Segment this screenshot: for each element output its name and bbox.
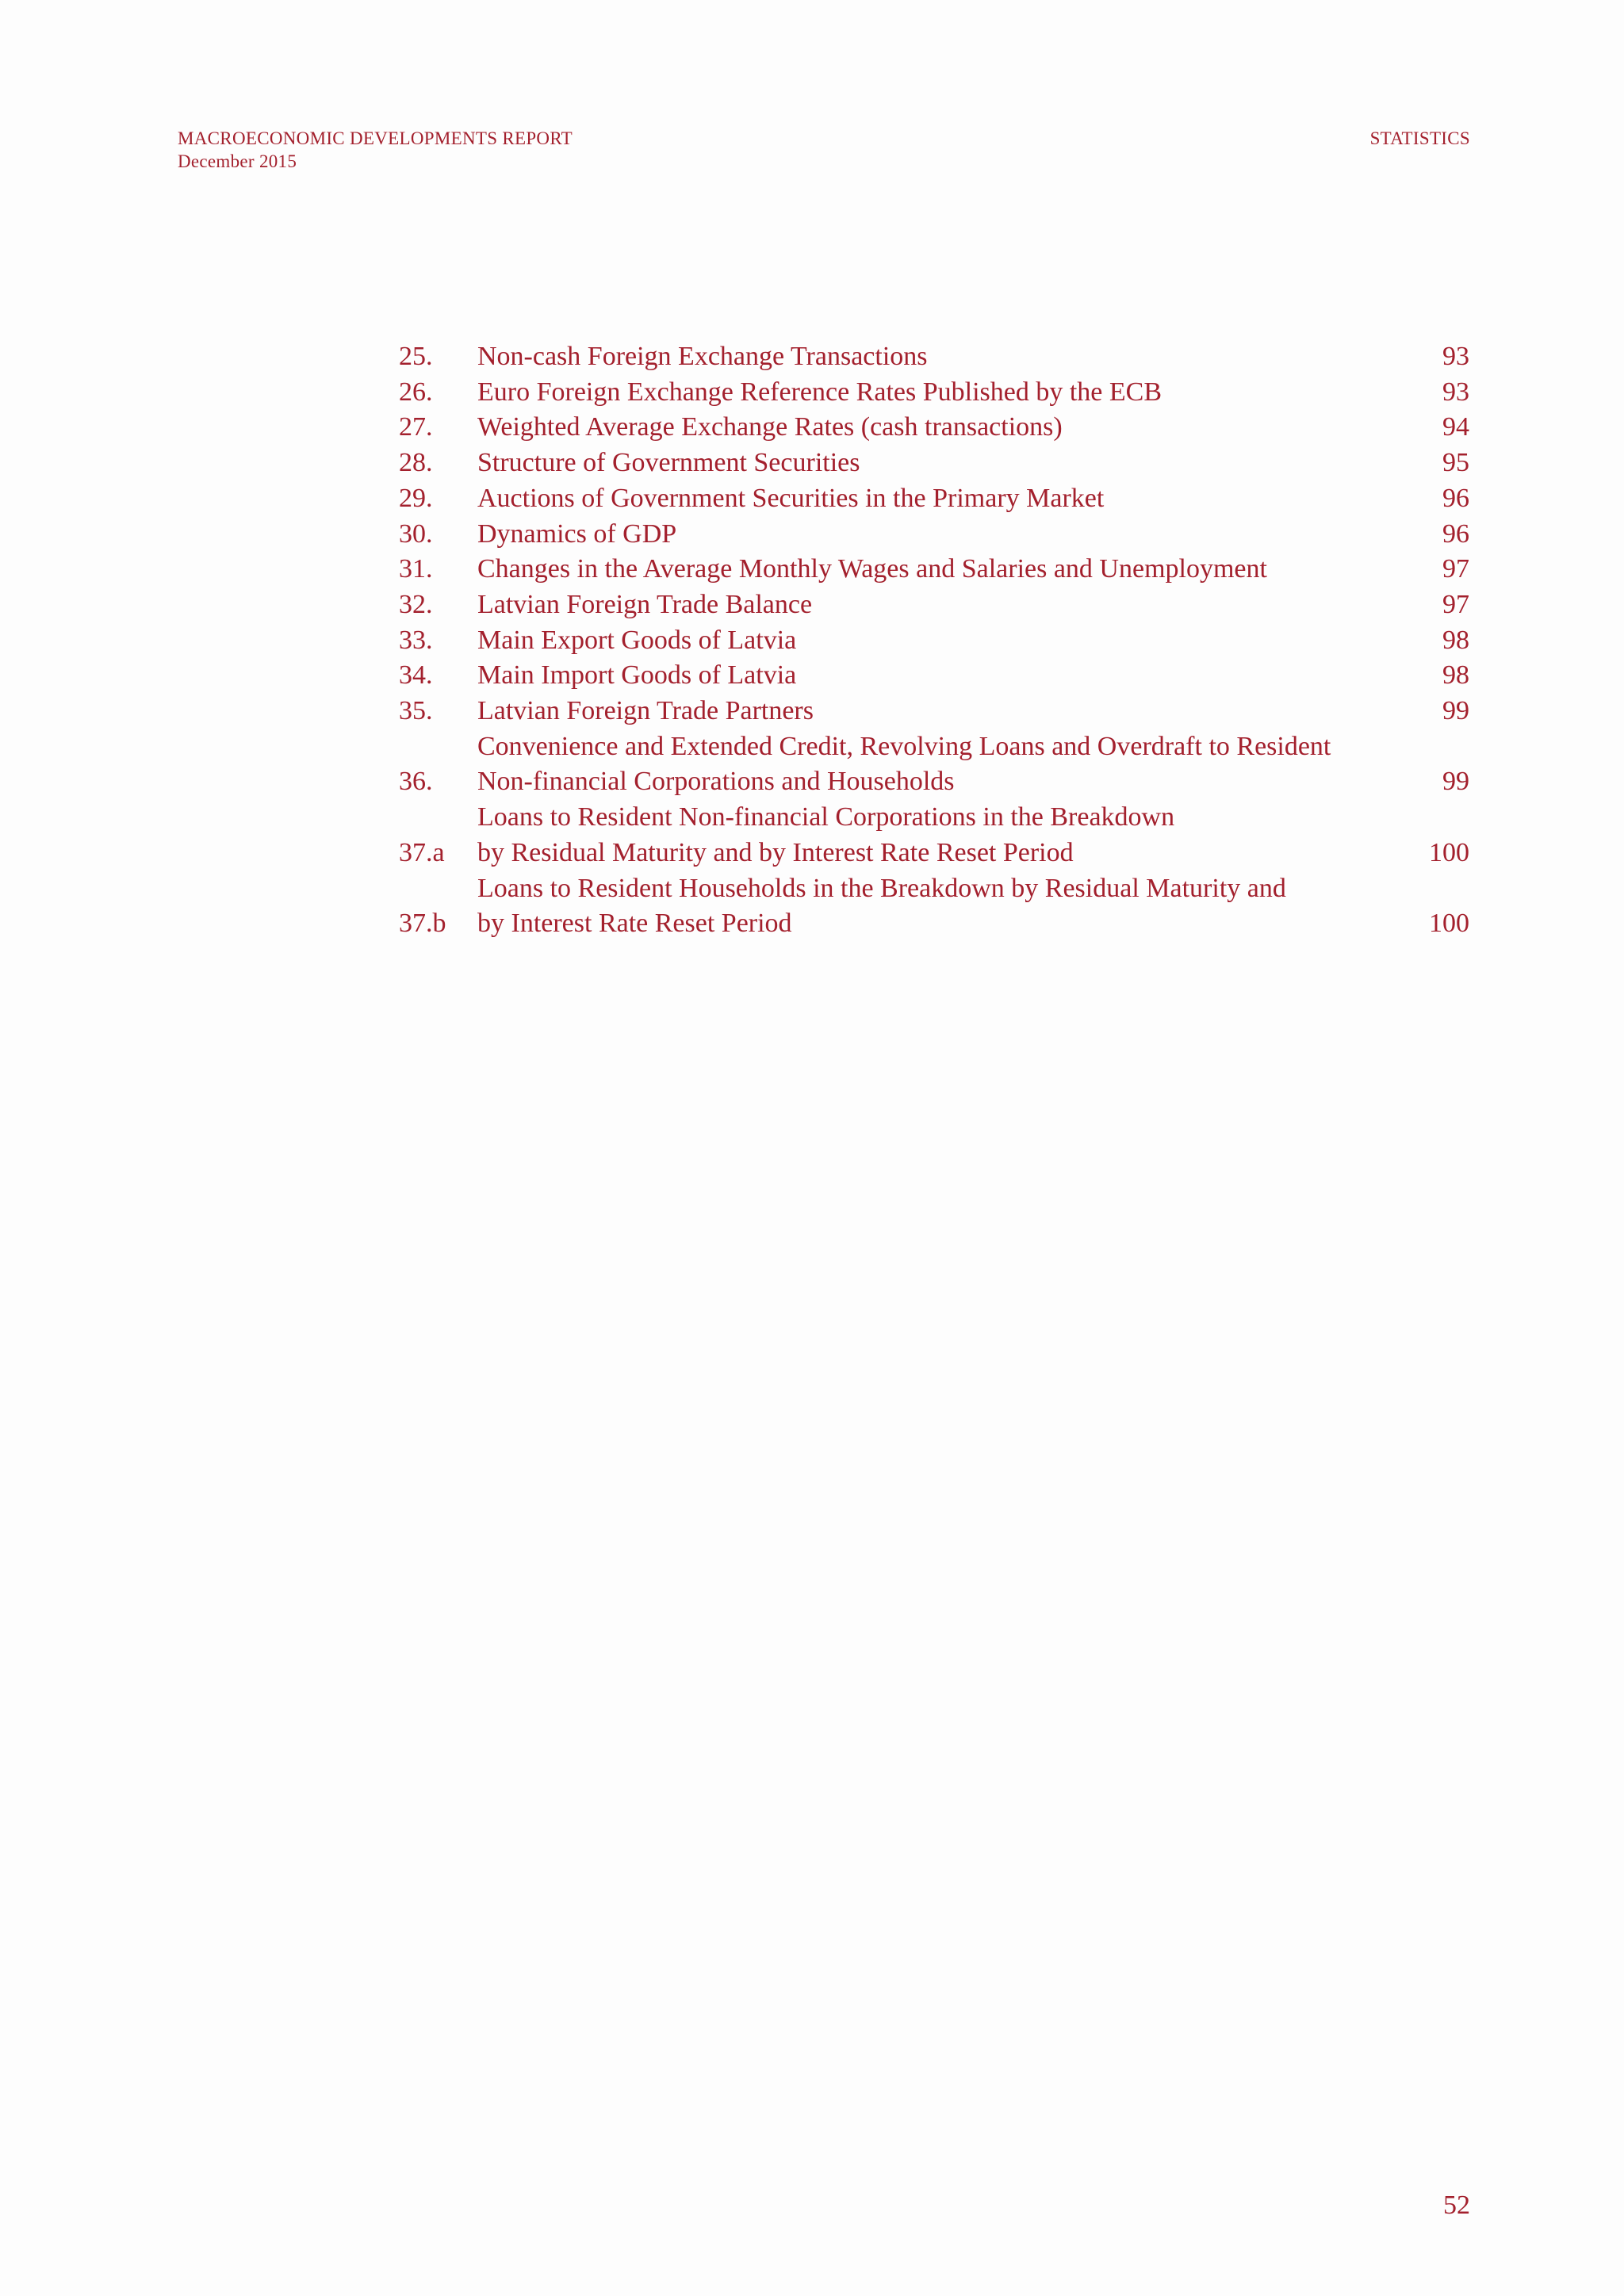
toc-entry-title-line: Main Export Goods of Latvia [477,625,797,655]
toc-entry-page: 99 [1442,767,1469,797]
toc-entry[interactable] [399,410,1469,446]
toc-entry-title [477,587,1469,623]
toc-entry-number: 26. [399,377,433,407]
toc-entry-title-line: Auctions of Government Securities in the Primary Market [477,483,1105,513]
toc-entry[interactable] [399,552,1469,587]
toc-entry-title-line: Convenience and Extended Credit, Revolving Loans and Overdraft to Resident [477,731,1331,761]
toc-entry-title [477,871,1469,942]
toc-entry-title-line: Weighted Average Exchange Rates (cash transactions) [477,412,1063,442]
toc-entry-title [477,694,1469,729]
toc-entry-title-line: Changes in the Average Monthly Wages and Salaries and Unemployment [477,554,1267,584]
toc-entry-title [477,729,1469,800]
table-of-contents [399,339,1469,942]
toc-entry[interactable] [399,658,1469,694]
toc-entry-number: 32. [399,589,433,619]
toc-entry-page: 100 [1429,909,1469,939]
toc-entry-number: 33. [399,625,433,655]
toc-entry[interactable] [399,446,1469,481]
toc-entry-title-line: Non-cash Foreign Exchange Transactions [477,342,928,371]
toc-entry-title-line: Euro Foreign Exchange Reference Rates Published by the ECB [477,377,1162,407]
toc-entry-title-line: Latvian Foreign Trade Balance [477,589,813,619]
toc-entry-page: 94 [1442,412,1469,442]
toc-entry-title [477,552,1469,587]
toc-entry-title [477,658,1469,694]
toc-entry-title-line: by Residual Maturity and by Interest Rate Reset Period [477,837,1074,867]
toc-entry-title [477,517,1469,553]
toc-entry-title-line: Non-financial Corporations and Households [477,767,955,797]
toc-entry-page: 93 [1442,377,1469,407]
toc-entry-title-line: Loans to Resident Non-financial Corporations in the Breakdown [477,802,1175,832]
toc-entry-number: 31. [399,554,433,584]
toc-entry-number: 29. [399,483,433,513]
toc-entry-title-line: Loans to Resident Households in the Breakdown by Residual Maturity and [477,873,1286,903]
toc-entry-page: 98 [1442,625,1469,655]
report-date: December 2015 [178,151,297,171]
toc-entry-number: 25. [399,342,433,371]
toc-entry-title [477,375,1469,411]
toc-entry-title-line: Dynamics of GDP [477,519,677,549]
toc-entry-title [477,446,1469,481]
toc-entry-page: 99 [1442,696,1469,726]
toc-entry-title-line: Main Import Goods of Latvia [477,660,797,691]
section-title: STATISTICS [1369,128,1470,148]
toc-entry-title [477,339,1469,375]
header-left [178,127,573,173]
toc-entry-page: 100 [1429,837,1469,867]
toc-entry-page: 97 [1442,554,1469,584]
toc-entry[interactable] [399,517,1469,553]
toc-entry[interactable] [399,339,1469,375]
toc-entry-number: 28. [399,448,433,478]
toc-entry[interactable] [399,729,1469,800]
toc-entry-title [477,481,1469,517]
toc-entry-title [477,800,1469,871]
toc-entry[interactable] [399,871,1469,942]
toc-entry-page: 96 [1442,483,1469,513]
toc-entry-page: 98 [1442,660,1469,691]
toc-entry-number: 27. [399,412,433,442]
toc-entry-page: 93 [1442,342,1469,371]
toc-entry-page: 96 [1442,519,1469,549]
toc-entry-title [477,410,1469,446]
toc-entry-title [477,623,1469,659]
page-number: 52 [1443,2191,1470,2220]
toc-entry-number: 34. [399,660,433,691]
toc-entry[interactable] [399,623,1469,659]
toc-entry[interactable] [399,694,1469,729]
toc-entry[interactable] [399,375,1469,411]
toc-entry-page: 97 [1442,589,1469,619]
toc-entry[interactable] [399,800,1469,871]
toc-entry-number: 37.b [399,909,446,939]
toc-entry[interactable] [399,587,1469,623]
report-title: MACROECONOMIC DEVELOPMENTS REPORT [178,128,573,148]
toc-entry-page: 95 [1442,448,1469,478]
toc-entry-title-line: Latvian Foreign Trade Partners [477,696,814,726]
toc-entry-number: 37.a [399,837,445,867]
toc-entry-number: 30. [399,519,433,549]
toc-entry-number: 36. [399,767,433,797]
toc-entry-title-line: by Interest Rate Reset Period [477,909,792,939]
toc-entry-title-line: Structure of Government Securities [477,448,860,478]
toc-entry-number: 35. [399,696,433,726]
toc-entry[interactable] [399,481,1469,517]
